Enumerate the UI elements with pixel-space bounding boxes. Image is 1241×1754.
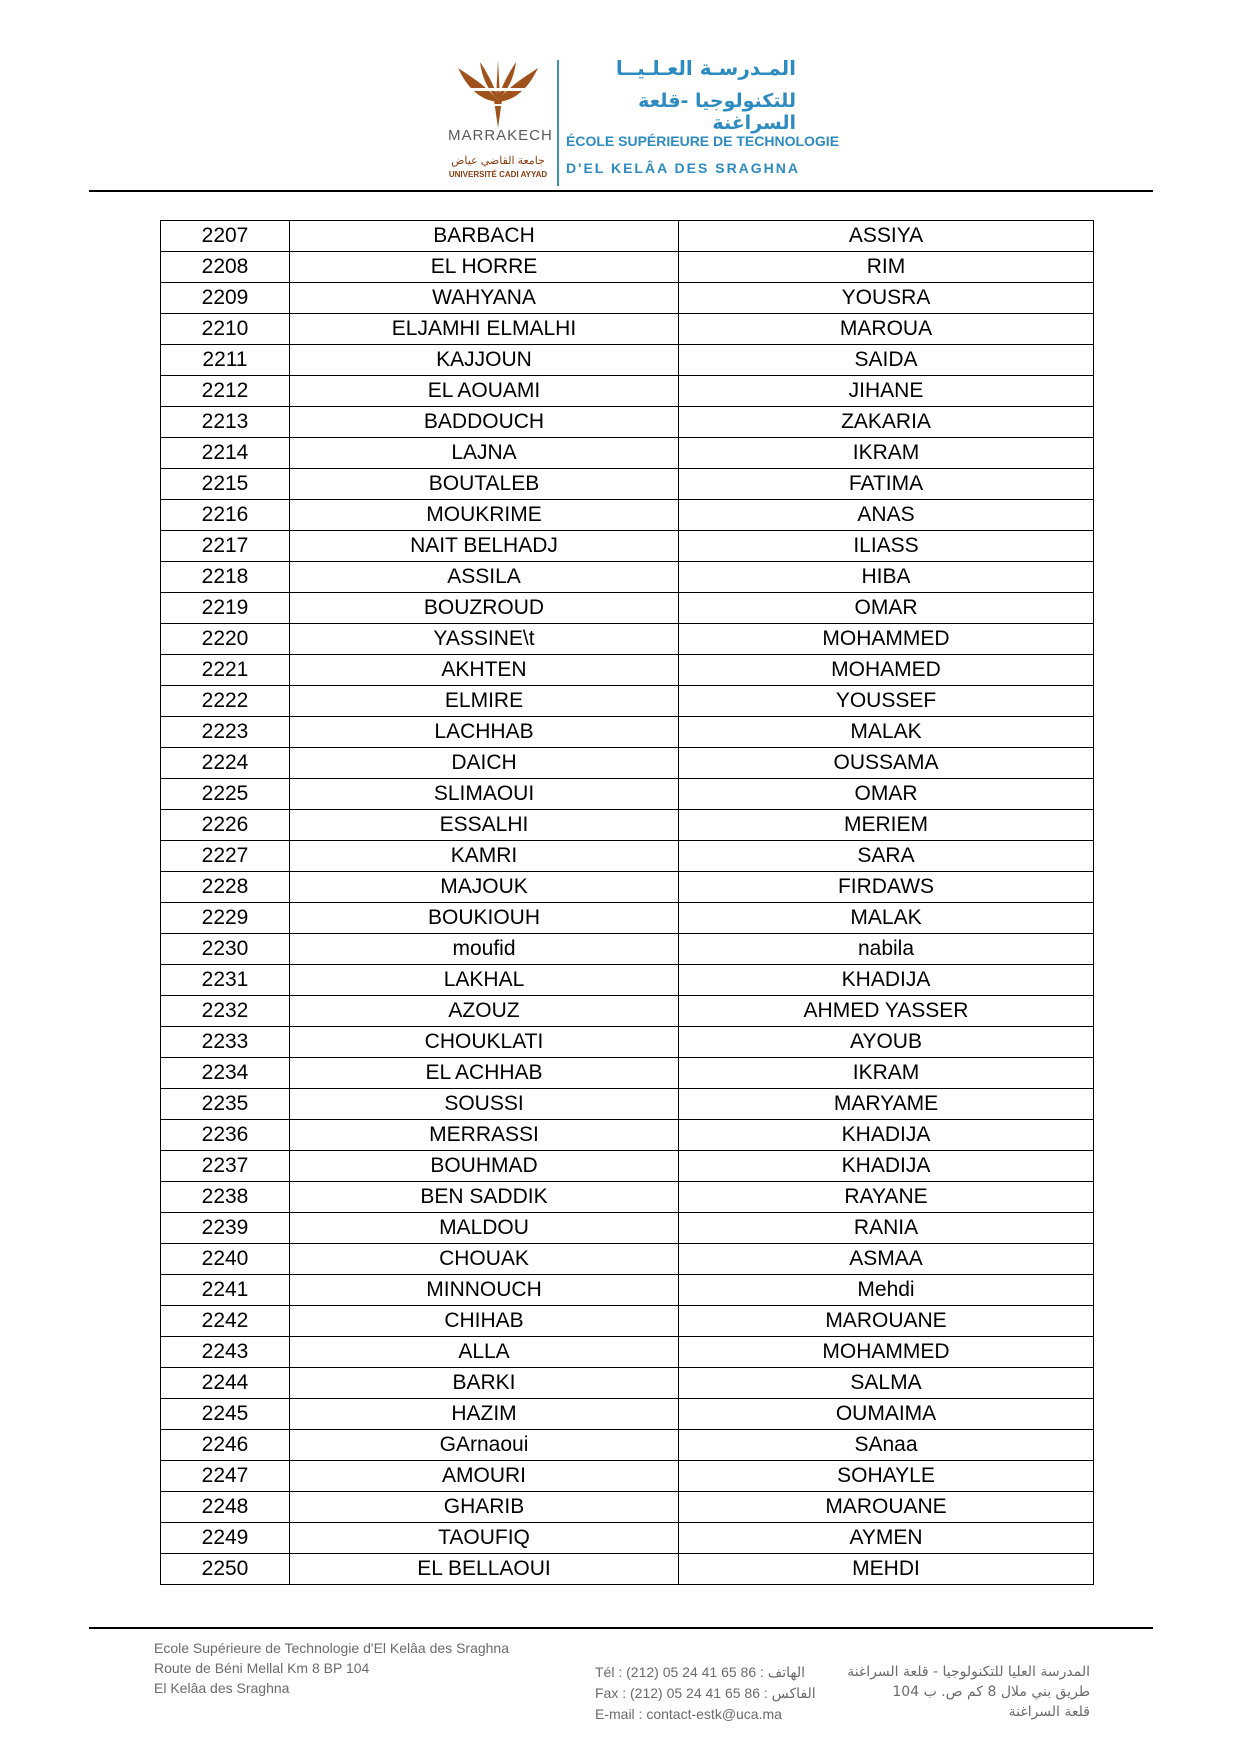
school-name-arabic-line1: المـدرسـة العـلـيــا <box>615 56 796 80</box>
table-row <box>161 1337 1094 1368</box>
row-number: 2228 <box>161 872 290 903</box>
table-row <box>161 221 1094 252</box>
row-number: 2246 <box>161 1430 290 1461</box>
last-name: KAMRI <box>290 841 679 872</box>
table-row <box>161 1182 1094 1213</box>
row-number: 2245 <box>161 1399 290 1430</box>
student-table <box>160 220 1094 1585</box>
last-name: moufid <box>290 934 679 965</box>
first-name: OMAR <box>679 593 1094 624</box>
table-row <box>161 1213 1094 1244</box>
school-name-french-line2: D'EL KELÂA DES SRAGHNA <box>566 160 801 176</box>
table-row <box>161 1430 1094 1461</box>
first-name: nabila <box>679 934 1094 965</box>
table-row <box>161 810 1094 841</box>
first-name: IKRAM <box>679 438 1094 469</box>
table-row <box>161 1399 1094 1430</box>
first-name: MALAK <box>679 903 1094 934</box>
first-name: SARA <box>679 841 1094 872</box>
last-name: GArnaoui <box>290 1430 679 1461</box>
table-row <box>161 438 1094 469</box>
table-row <box>161 903 1094 934</box>
last-name: BOUHMAD <box>290 1151 679 1182</box>
footer-address-french <box>154 1638 509 1698</box>
row-number: 2211 <box>161 345 290 376</box>
first-name: SAIDA <box>679 345 1094 376</box>
footer-email: E-mail : contact-estk@uca.ma <box>595 1706 782 1722</box>
row-number: 2221 <box>161 655 290 686</box>
row-number: 2250 <box>161 1554 290 1585</box>
first-name: AYMEN <box>679 1523 1094 1554</box>
row-number: 2226 <box>161 810 290 841</box>
table-row <box>161 1306 1094 1337</box>
last-name: BOUTALEB <box>290 469 679 500</box>
table-row <box>161 1244 1094 1275</box>
row-number: 2229 <box>161 903 290 934</box>
first-name: KHADIJA <box>679 1151 1094 1182</box>
last-name: CHIHAB <box>290 1306 679 1337</box>
last-name: LAJNA <box>290 438 679 469</box>
page-header <box>0 0 1241 195</box>
footer-right-line: قلعة السراغنة <box>1008 1704 1090 1720</box>
first-name: RANIA <box>679 1213 1094 1244</box>
last-name: BOUKIOUH <box>290 903 679 934</box>
table-row <box>161 376 1094 407</box>
last-name: ELJAMHI ELMALHI <box>290 314 679 345</box>
last-name: TAOUFIQ <box>290 1523 679 1554</box>
last-name: SOUSSI <box>290 1089 679 1120</box>
row-number: 2213 <box>161 407 290 438</box>
first-name: ANAS <box>679 500 1094 531</box>
table-row <box>161 624 1094 655</box>
last-name: MERRASSI <box>290 1120 679 1151</box>
table-row <box>161 500 1094 531</box>
row-number: 2247 <box>161 1461 290 1492</box>
first-name: YOUSSEF <box>679 686 1094 717</box>
last-name: EL BELLAOUI <box>290 1554 679 1585</box>
table-row <box>161 934 1094 965</box>
first-name: OMAR <box>679 779 1094 810</box>
row-number: 2217 <box>161 531 290 562</box>
row-number: 2238 <box>161 1182 290 1213</box>
footer-left-line: Ecole Supérieure de Technologie d'El Kelâa des Sraghna <box>154 1640 509 1656</box>
first-name: SAnaa <box>679 1430 1094 1461</box>
footer-left-line: El Kelâa des Sraghna <box>154 1680 290 1696</box>
first-name: HIBA <box>679 562 1094 593</box>
table-row <box>161 531 1094 562</box>
row-number: 2248 <box>161 1492 290 1523</box>
table-row <box>161 1058 1094 1089</box>
first-name: YOUSRA <box>679 283 1094 314</box>
last-name: GHARIB <box>290 1492 679 1523</box>
last-name: CHOUKLATI <box>290 1027 679 1058</box>
table-row <box>161 1089 1094 1120</box>
first-name: MAROUANE <box>679 1492 1094 1523</box>
last-name: BEN SADDIK <box>290 1182 679 1213</box>
row-number: 2240 <box>161 1244 290 1275</box>
row-number: 2236 <box>161 1120 290 1151</box>
last-name: EL HORRE <box>290 252 679 283</box>
first-name: KHADIJA <box>679 1120 1094 1151</box>
first-name: MAROUANE <box>679 1306 1094 1337</box>
last-name: KAJJOUN <box>290 345 679 376</box>
footer-fax: Fax : (212) 05 24 41 65 86 : الفاكس <box>595 1685 816 1701</box>
last-name: MOUKRIME <box>290 500 679 531</box>
row-number: 2215 <box>161 469 290 500</box>
first-name: FIRDAWS <box>679 872 1094 903</box>
footer-rule <box>89 1627 1153 1629</box>
header-rule <box>89 190 1153 192</box>
school-name-french-line1: ÉCOLE SUPÉRIEURE DE TECHNOLOGIE <box>566 133 840 149</box>
table-row <box>161 345 1094 376</box>
row-number: 2242 <box>161 1306 290 1337</box>
table-row <box>161 872 1094 903</box>
first-name: MEHDI <box>679 1554 1094 1585</box>
footer-contact <box>595 1662 816 1725</box>
row-number: 2225 <box>161 779 290 810</box>
table-row <box>161 1554 1094 1585</box>
first-name: MAROUA <box>679 314 1094 345</box>
last-name: AKHTEN <box>290 655 679 686</box>
first-name: MOHAMMED <box>679 1337 1094 1368</box>
first-name: IKRAM <box>679 1058 1094 1089</box>
table-row <box>161 748 1094 779</box>
table-row <box>161 407 1094 438</box>
table-row <box>161 779 1094 810</box>
last-name: WAHYANA <box>290 283 679 314</box>
row-number: 2209 <box>161 283 290 314</box>
last-name: ASSILA <box>290 562 679 593</box>
row-number: 2224 <box>161 748 290 779</box>
last-name: NAIT BELHADJ <box>290 531 679 562</box>
last-name: EL ACHHAB <box>290 1058 679 1089</box>
footer-right-line: طريق بني ملال 8 كم ص. ب 104 <box>892 1684 1090 1700</box>
row-number: 2214 <box>161 438 290 469</box>
first-name: ILIASS <box>679 531 1094 562</box>
logo-divider <box>557 60 559 186</box>
last-name: ELMIRE <box>290 686 679 717</box>
row-number: 2233 <box>161 1027 290 1058</box>
first-name: FATIMA <box>679 469 1094 500</box>
first-name: OUMAIMA <box>679 1399 1094 1430</box>
last-name: LACHHAB <box>290 717 679 748</box>
table-row <box>161 996 1094 1027</box>
first-name: MARYAME <box>679 1089 1094 1120</box>
first-name: ZAKARIA <box>679 407 1094 438</box>
row-number: 2222 <box>161 686 290 717</box>
table-row <box>161 1492 1094 1523</box>
table-row <box>161 1523 1094 1554</box>
last-name: LAKHAL <box>290 965 679 996</box>
row-number: 2219 <box>161 593 290 624</box>
logo-city-text: MARRAKECH <box>448 127 553 144</box>
row-number: 2237 <box>161 1151 290 1182</box>
last-name: MAJOUK <box>290 872 679 903</box>
last-name: DAICH <box>290 748 679 779</box>
row-number: 2243 <box>161 1337 290 1368</box>
first-name: JIHANE <box>679 376 1094 407</box>
first-name: SOHAYLE <box>679 1461 1094 1492</box>
last-name: ESSALHI <box>290 810 679 841</box>
logo-university-french: UNIVERSITÉ CADI AYYAD <box>448 170 548 179</box>
footer-left-line: Route de Béni Mellal Km 8 BP 104 <box>154 1660 370 1676</box>
first-name: MOHAMMED <box>679 624 1094 655</box>
school-name-arabic-line2: للتكنولوجيا -قلعة السراغنة <box>638 90 796 134</box>
table-row <box>161 965 1094 996</box>
row-number: 2220 <box>161 624 290 655</box>
last-name: ALLA <box>290 1337 679 1368</box>
table-row <box>161 1027 1094 1058</box>
last-name: MINNOUCH <box>290 1275 679 1306</box>
first-name: MALAK <box>679 717 1094 748</box>
first-name: OUSSAMA <box>679 748 1094 779</box>
table-row <box>161 655 1094 686</box>
last-name: AZOUZ <box>290 996 679 1027</box>
last-name: BARBACH <box>290 221 679 252</box>
first-name: Mehdi <box>679 1275 1094 1306</box>
table-row <box>161 252 1094 283</box>
row-number: 2244 <box>161 1368 290 1399</box>
row-number: 2241 <box>161 1275 290 1306</box>
table-row <box>161 841 1094 872</box>
table-row <box>161 1275 1094 1306</box>
table-body <box>161 221 1094 1585</box>
table-row <box>161 314 1094 345</box>
table-row <box>161 283 1094 314</box>
last-name: MALDOU <box>290 1213 679 1244</box>
footer-right-line: المدرسة العليا للتكنولوجيا - قلعة السراغنة <box>847 1664 1090 1680</box>
first-name: AHMED YASSER <box>679 996 1094 1027</box>
footer-phone: Tél : (212) 05 24 41 65 86 : الهاتف <box>595 1664 806 1680</box>
row-number: 2216 <box>161 500 290 531</box>
first-name: MERIEM <box>679 810 1094 841</box>
last-name: BOUZROUD <box>290 593 679 624</box>
first-name: ASMAA <box>679 1244 1094 1275</box>
row-number: 2227 <box>161 841 290 872</box>
table-row <box>161 686 1094 717</box>
last-name: BADDOUCH <box>290 407 679 438</box>
row-number: 2207 <box>161 221 290 252</box>
row-number: 2231 <box>161 965 290 996</box>
last-name: CHOUAK <box>290 1244 679 1275</box>
last-name: HAZIM <box>290 1399 679 1430</box>
last-name: SLIMAOUI <box>290 779 679 810</box>
table-row <box>161 469 1094 500</box>
last-name: AMOURI <box>290 1461 679 1492</box>
first-name: SALMA <box>679 1368 1094 1399</box>
row-number: 2234 <box>161 1058 290 1089</box>
first-name: RIM <box>679 252 1094 283</box>
table-row <box>161 593 1094 624</box>
first-name: MOHAMED <box>679 655 1094 686</box>
table-row <box>161 717 1094 748</box>
first-name: RAYANE <box>679 1182 1094 1213</box>
row-number: 2249 <box>161 1523 290 1554</box>
table-row <box>161 1120 1094 1151</box>
row-number: 2230 <box>161 934 290 965</box>
row-number: 2212 <box>161 376 290 407</box>
last-name: EL AOUAMI <box>290 376 679 407</box>
row-number: 2218 <box>161 562 290 593</box>
last-name: BARKI <box>290 1368 679 1399</box>
footer-address-arabic <box>830 1662 1090 1722</box>
logo-university-arabic: جامعة القاضي عياض <box>451 155 545 167</box>
row-number: 2232 <box>161 996 290 1027</box>
table-row <box>161 1368 1094 1399</box>
palm-logo-icon <box>448 60 548 130</box>
first-name: AYOUB <box>679 1027 1094 1058</box>
row-number: 2210 <box>161 314 290 345</box>
table-row <box>161 1151 1094 1182</box>
first-name: KHADIJA <box>679 965 1094 996</box>
row-number: 2208 <box>161 252 290 283</box>
row-number: 2223 <box>161 717 290 748</box>
row-number: 2235 <box>161 1089 290 1120</box>
table-row <box>161 562 1094 593</box>
table-row <box>161 1461 1094 1492</box>
row-number: 2239 <box>161 1213 290 1244</box>
first-name: ASSIYA <box>679 221 1094 252</box>
last-name: YASSINE\t <box>290 624 679 655</box>
